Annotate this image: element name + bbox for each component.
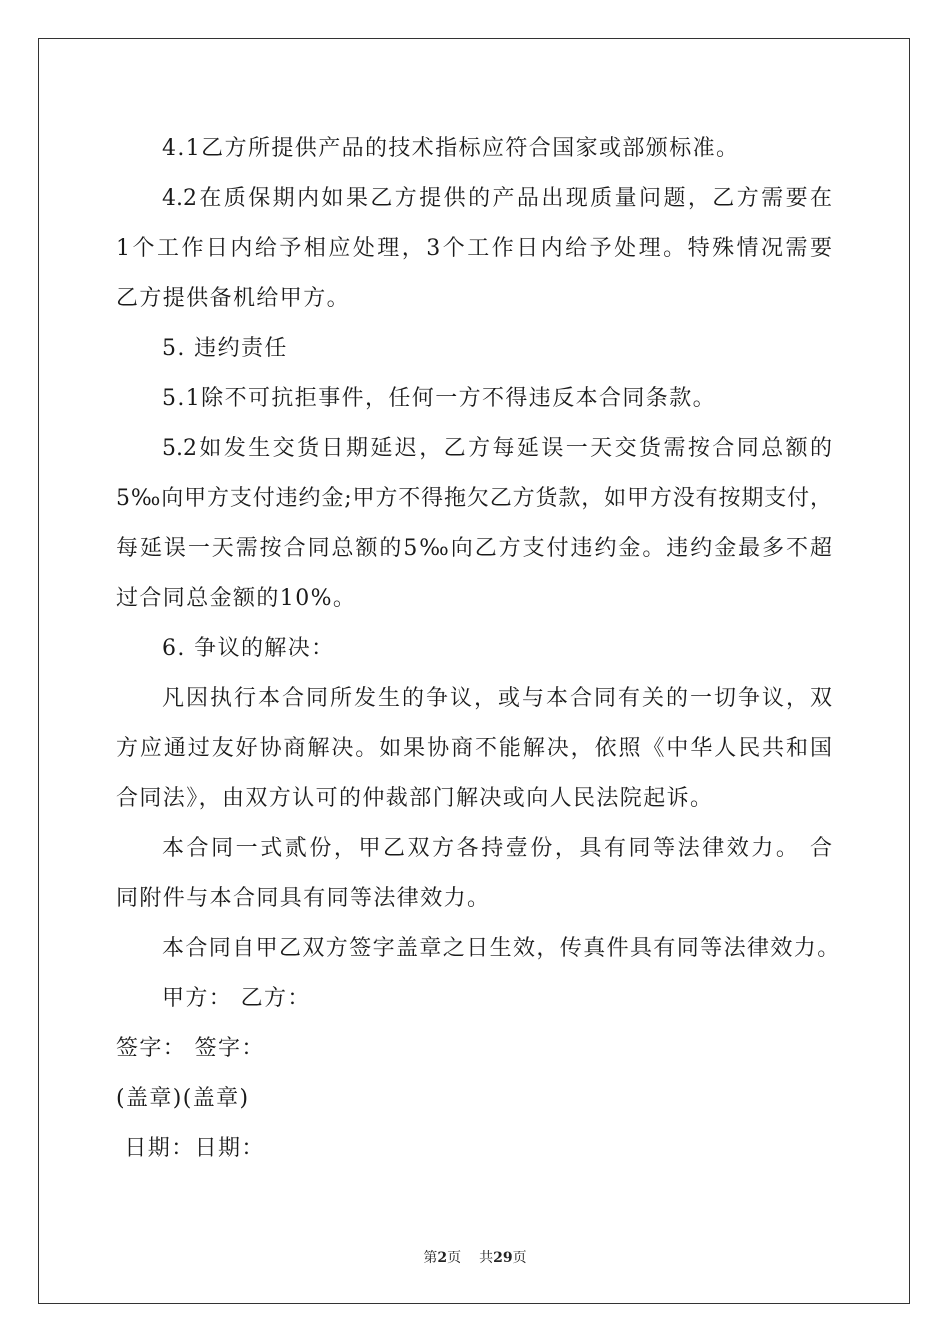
paragraph-6-line-1: 凡因执行本合同所发生的争议，或与本合同有关的一切争议，双 xyxy=(162,686,832,711)
total-prefix: 共 xyxy=(479,1250,494,1266)
page-footer xyxy=(0,1247,950,1267)
paragraph-5-2-line-4: 过合同总金额的10%。 xyxy=(116,586,357,611)
page-prefix: 第 xyxy=(423,1250,438,1266)
page-number: 2 xyxy=(437,1250,448,1266)
total-pages: 29 xyxy=(493,1250,513,1266)
paragraph-5-2-line-1: 5.2如发生交货日期延迟，乙方每延误一天交货需按合同总额的 xyxy=(162,436,832,461)
date-labels: 日期：日期： xyxy=(116,1136,265,1161)
paragraph-5-1: 5.1除不可抗拒事件，任何一方不得违反本合同条款。 xyxy=(162,386,716,411)
page-suffix: 页 xyxy=(447,1250,462,1266)
paragraph-5-2-line-3: 每延误一天需按合同总额的5‰向乙方支付违约金。违约金最多不超 xyxy=(116,536,832,561)
paragraph-effective-date: 本合同自甲乙双方签字盖章之日生效，传真件具有同等法律效力。 xyxy=(162,936,841,961)
signature-labels: 签字： 签字： xyxy=(116,1036,265,1061)
paragraph-6-line-2: 方应通过友好协商解决。如果协商不能解决，依照《中华人民共和国 xyxy=(116,736,832,761)
paragraph-copies-line-2: 同附件与本合同具有同等法律效力。 xyxy=(116,886,491,911)
paragraph-4-2-line-1: 4.2在质保期内如果乙方提供的产品出现质量问题，乙方需要在 xyxy=(162,186,832,211)
party-labels: 甲方： 乙方： xyxy=(162,986,311,1011)
paragraph-6-line-3: 合同法》，由双方认可的仲裁部门解决或向人民法院起诉。 xyxy=(116,786,714,811)
paragraph-4-2-line-2: 1个工作日内给予相应处理，3个工作日内给予处理。特殊情况需要 xyxy=(116,236,832,261)
page-border xyxy=(38,38,910,1304)
paragraph-5-2-line-2: 5‰向甲方支付违约金;甲方不得拖欠乙方货款，如甲方没有按期支付， xyxy=(116,486,832,511)
paragraph-4-2-line-3: 乙方提供备机给甲方。 xyxy=(116,286,351,311)
section-5-heading: 5. 违约责任 xyxy=(162,336,288,361)
paragraph-4-1: 4.1乙方所提供产品的技术指标应符合国家或部颁标准。 xyxy=(162,136,740,161)
section-6-heading: 6. 争议的解决： xyxy=(162,636,335,661)
total-suffix: 页 xyxy=(512,1250,527,1266)
paragraph-copies-line-1: 本合同一式贰份，甲乙双方各持壹份，具有同等法律效力。 合 xyxy=(162,836,832,861)
seal-labels: (盖章)(盖章) xyxy=(116,1086,250,1111)
